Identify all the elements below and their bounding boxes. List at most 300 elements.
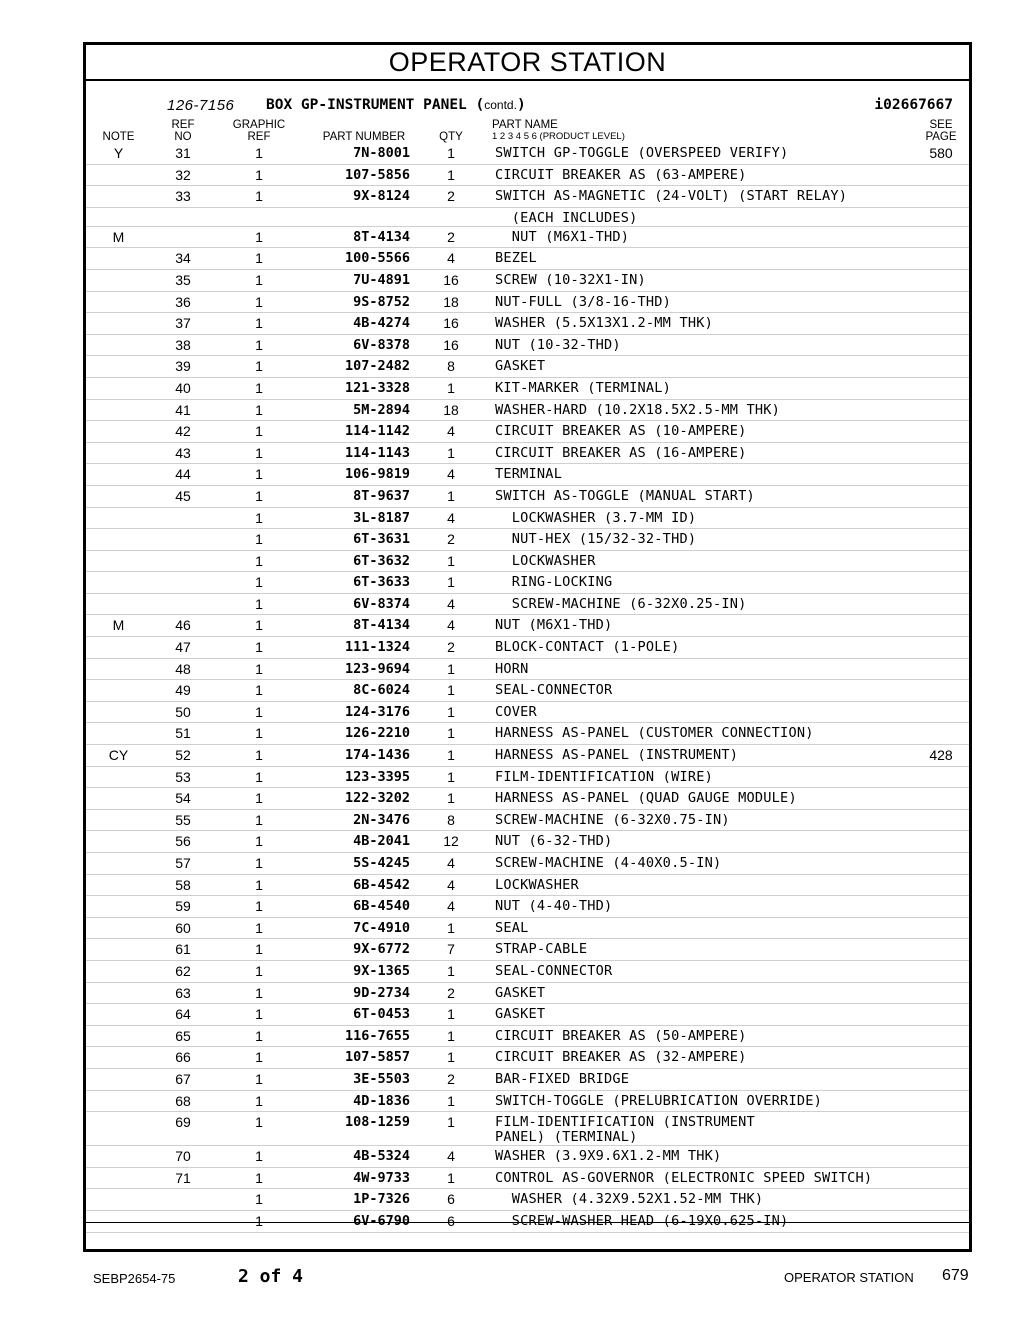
ref-no-cell: 52 — [175, 747, 191, 764]
ref-no-cell: 70 — [175, 1148, 191, 1165]
ref-no-cell: 66 — [175, 1049, 191, 1066]
part-number-cell: 6B-4542 — [353, 876, 410, 893]
qty-cell: 1 — [447, 1049, 455, 1066]
part-name-cell: NUT-FULL (3/8-16-THD) — [495, 293, 672, 310]
part-number-cell: 4B-4274 — [353, 315, 410, 332]
header-graphic-top: GRAPHIC — [232, 119, 286, 131]
part-name-cell: CIRCUIT BREAKER AS (16-AMPERE) — [495, 444, 747, 461]
part-number-cell: 4B-2041 — [353, 833, 410, 850]
ref-no-cell: 55 — [175, 811, 191, 828]
qty-cell: 4 — [447, 250, 455, 267]
qty-cell: 1 — [447, 962, 455, 979]
qty-cell: 4 — [447, 617, 455, 634]
qty-cell: 4 — [447, 876, 455, 893]
qty-cell: 1 — [447, 487, 455, 504]
qty-cell: 1 — [447, 1169, 455, 1186]
qty-cell: 12 — [443, 833, 459, 850]
table-row — [86, 313, 969, 335]
part-number-cell: 111-1324 — [344, 639, 410, 656]
part-number-cell: 3E-5503 — [353, 1070, 410, 1087]
ref-no-cell: 61 — [175, 941, 191, 958]
illustration-id: i02667667 — [874, 97, 953, 113]
table-row — [86, 961, 969, 983]
qty-cell: 1 — [447, 725, 455, 742]
qty-cell: 1 — [447, 444, 455, 461]
part-name-cell: CIRCUIT BREAKER AS (32-AMPERE) — [495, 1049, 747, 1066]
header-see-bottom: PAGE — [925, 131, 957, 143]
qty-cell: 6 — [447, 1212, 455, 1229]
table-row — [86, 788, 969, 810]
qty-cell: 1 — [447, 1006, 455, 1023]
graphic-ref-cell: 1 — [255, 898, 263, 915]
qty-cell: 4 — [447, 595, 455, 612]
graphic-ref-cell: 1 — [255, 682, 263, 699]
part-number-cell: 6T-3632 — [353, 552, 410, 569]
qty-cell: 1 — [447, 1092, 455, 1109]
ref-no-cell: 37 — [175, 315, 191, 332]
table-row — [86, 1146, 969, 1168]
qty-cell: 16 — [443, 271, 459, 288]
part-number-cell: 5S-4245 — [353, 855, 410, 871]
part-name-cell: SWITCH-TOGGLE (PRELUBRICATION OVERRIDE) — [495, 1092, 822, 1109]
part-name-cell: HARNESS AS-PANEL (INSTRUMENT) — [495, 747, 739, 764]
qty-cell: 1 — [447, 919, 455, 936]
ref-no-cell: 62 — [175, 962, 191, 979]
qty-cell: 1 — [447, 379, 455, 396]
part-number-cell: 9X-8124 — [353, 188, 410, 205]
part-name-cell: NUT (4-40-THD) — [495, 898, 613, 915]
part-name-cell: WASHER (5.5X13X1.2-MM THK) — [495, 315, 713, 332]
ref-no-cell: 49 — [175, 682, 191, 699]
ref-no-cell: 44 — [175, 466, 191, 483]
part-name-cell: SCREW-MACHINE (4-40X0.5-IN) — [495, 855, 722, 871]
header-graphic-bottom: REF — [247, 131, 271, 143]
part-number-cell: 4D-1836 — [353, 1092, 410, 1109]
graphic-ref-cell: 1 — [255, 703, 263, 720]
ref-no-cell: 53 — [175, 768, 191, 785]
qty-cell: 1 — [447, 703, 455, 720]
part-number-cell: 123-3395 — [344, 768, 410, 785]
graphic-ref-cell: 1 — [255, 919, 263, 936]
qty-cell: 1 — [447, 574, 455, 591]
part-number-cell: 6V-6790 — [353, 1212, 410, 1229]
part-name-cell: NUT-HEX (15/32-32-THD) — [495, 531, 697, 548]
header-ref-bottom: NO — [174, 131, 192, 143]
qty-cell: 16 — [443, 315, 459, 332]
part-name-cell: SEAL — [495, 919, 529, 936]
table-row — [86, 939, 969, 961]
part-name-cell: SWITCH GP-TOGGLE (OVERSPEED VERIFY) — [495, 145, 789, 161]
part-name-cell: SCREW-WASHER HEAD (6-19X0.625-IN) — [495, 1212, 789, 1229]
header-note: NOTE — [102, 131, 135, 143]
part-number-cell: 3L-8187 — [353, 509, 410, 526]
table-row — [86, 918, 969, 940]
ref-no-cell: 60 — [175, 919, 191, 936]
part-number-cell: 100-5566 — [344, 250, 410, 267]
graphic-ref-cell: 1 — [255, 1027, 263, 1044]
part-number-cell: 124-3176 — [344, 703, 410, 720]
qty-cell: 4 — [447, 423, 455, 440]
assembly-name: BOX GP-INSTRUMENT PANEL (contd.) — [266, 97, 526, 113]
part-number-cell: 6T-3633 — [353, 574, 410, 591]
graphic-ref-cell: 1 — [255, 379, 263, 396]
part-number-cell: 174-1436 — [344, 747, 410, 764]
part-number-cell: 114-1142 — [344, 423, 410, 440]
part-name-cell: SWITCH AS-MAGNETIC (24-VOLT) (START RELAY) — [495, 188, 848, 205]
part-name-cell: COVER — [495, 703, 537, 720]
table-row — [86, 1026, 969, 1048]
table-row — [86, 896, 969, 918]
graphic-ref-cell: 1 — [255, 531, 263, 548]
table-row — [86, 486, 969, 508]
table-row — [86, 443, 969, 465]
part-name-cell: HARNESS AS-PANEL (QUAD GAUGE MODULE) — [495, 790, 797, 807]
part-number-cell: 7C-4910 — [353, 919, 410, 936]
qty-cell: 1 — [447, 552, 455, 569]
part-name-cell: FILM-IDENTIFICATION (INSTRUMENT PANEL) (TERMINAL) — [495, 1114, 755, 1146]
table-row — [86, 853, 969, 875]
parts-list-frame — [83, 42, 972, 1252]
table-row — [86, 143, 969, 165]
graphic-ref-cell: 1 — [255, 639, 263, 656]
table-row — [86, 680, 969, 702]
table-row — [86, 1091, 969, 1113]
qty-cell: 1 — [447, 747, 455, 764]
qty-cell: 18 — [443, 293, 459, 310]
ref-no-cell: 68 — [175, 1092, 191, 1109]
part-name-cell: FILM-IDENTIFICATION (WIRE) — [495, 768, 713, 785]
table-row — [86, 400, 969, 422]
table-row — [86, 270, 969, 292]
part-name-cell: TERMINAL — [495, 466, 563, 483]
ref-no-cell: 48 — [175, 660, 191, 677]
part-name-cell: (EACH INCLUDES) — [495, 209, 638, 226]
assembly-number: 126-7156 — [167, 97, 235, 114]
graphic-ref-cell: 1 — [255, 984, 263, 1001]
ref-no-cell: 51 — [175, 725, 191, 742]
table-row — [86, 529, 969, 551]
part-name-cell: WASHER (4.32X9.52X1.52-MM THK) — [495, 1191, 764, 1208]
qty-cell: 6 — [447, 1191, 455, 1208]
ref-no-cell: 71 — [175, 1169, 191, 1186]
part-name-cell: NUT (M6X1-THD) — [495, 617, 613, 634]
ref-no-cell: 50 — [175, 703, 191, 720]
graphic-ref-cell: 1 — [255, 855, 263, 871]
graphic-ref-cell: 1 — [255, 315, 263, 332]
qty-cell: 16 — [443, 336, 459, 353]
table-row — [86, 637, 969, 659]
qty-cell: 1 — [447, 682, 455, 699]
part-name-cell: SEAL-CONNECTOR — [495, 962, 613, 979]
assembly-contd: contd. — [484, 98, 517, 112]
qty-cell: 2 — [447, 228, 455, 245]
ref-no-cell: 54 — [175, 790, 191, 807]
page-title: OPERATOR STATION — [86, 45, 969, 81]
graphic-ref-cell: 1 — [255, 1092, 263, 1109]
table-row — [86, 464, 969, 486]
part-number-cell: 7U-4891 — [353, 271, 410, 288]
qty-cell: 4 — [447, 855, 455, 871]
part-name-cell: GASKET — [495, 1006, 546, 1023]
ref-no-cell: 57 — [175, 855, 191, 871]
ref-no-cell: 47 — [175, 639, 191, 656]
part-name-cell: NUT (6-32-THD) — [495, 833, 613, 850]
part-number-cell: 5M-2894 — [353, 401, 410, 418]
part-name-cell: KIT-MARKER (TERMINAL) — [495, 379, 672, 396]
note-cell: M — [112, 228, 125, 245]
ref-no-cell: 42 — [175, 423, 191, 440]
part-name-cell: WASHER-HARD (10.2X18.5X2.5-MM THK) — [495, 401, 781, 418]
graphic-ref-cell: 1 — [255, 595, 263, 612]
graphic-ref-cell: 1 — [255, 1191, 263, 1208]
table-row — [86, 723, 969, 745]
part-name-cell: SWITCH AS-TOGGLE (MANUAL START) — [495, 487, 755, 504]
qty-cell: 2 — [447, 639, 455, 656]
part-name-cell: CONTROL AS-GOVERNOR (ELECTRONIC SPEED SWITCH) — [495, 1169, 873, 1186]
part-name-cell: NUT (M6X1-THD) — [495, 228, 630, 245]
part-name-cell: NUT (10-32-THD) — [495, 336, 621, 353]
part-number-cell: 6B-4540 — [353, 898, 410, 915]
table-row — [86, 1168, 969, 1190]
graphic-ref-cell: 1 — [255, 1070, 263, 1087]
bottom-rule — [86, 1222, 969, 1223]
part-number-cell: 9X-6772 — [353, 941, 410, 958]
graphic-ref-cell: 1 — [255, 166, 263, 183]
ref-no-cell: 67 — [175, 1070, 191, 1087]
ref-no-cell: 41 — [175, 401, 191, 418]
part-number-cell: 123-9694 — [344, 660, 410, 677]
qty-cell: 1 — [447, 1114, 455, 1131]
qty-cell: 1 — [447, 166, 455, 183]
part-number-cell: 9X-1365 — [353, 962, 410, 979]
graphic-ref-cell: 1 — [255, 574, 263, 591]
table-row — [86, 186, 969, 208]
part-number-cell: 4B-5324 — [353, 1148, 410, 1165]
table-row — [86, 165, 969, 187]
part-name-cell: CIRCUIT BREAKER AS (10-AMPERE) — [495, 423, 747, 440]
table-row — [86, 615, 969, 637]
graphic-ref-cell: 1 — [255, 747, 263, 764]
ref-no-cell: 46 — [175, 617, 191, 634]
graphic-ref-cell: 1 — [255, 250, 263, 267]
parts-table — [86, 143, 969, 1233]
table-row — [86, 248, 969, 270]
graphic-ref-cell: 1 — [255, 790, 263, 807]
part-name-cell: LOCKWASHER — [495, 876, 579, 893]
table-row — [86, 1069, 969, 1091]
graphic-ref-cell: 1 — [255, 336, 263, 353]
graphic-ref-cell: 1 — [255, 1006, 263, 1023]
header-qty: QTY — [439, 131, 463, 143]
part-number-cell: 4W-9733 — [353, 1169, 410, 1186]
ref-no-cell: 31 — [175, 145, 191, 161]
part-name-cell: LOCKWASHER — [495, 552, 596, 569]
graphic-ref-cell: 1 — [255, 962, 263, 979]
part-number-cell: 8T-9637 — [353, 487, 410, 504]
note-cell: CY — [108, 747, 129, 764]
ref-no-cell: 40 — [175, 379, 191, 396]
table-row — [86, 208, 969, 227]
table-row — [86, 875, 969, 897]
qty-cell: 18 — [443, 401, 459, 418]
graphic-ref-cell: 1 — [255, 1212, 263, 1229]
part-name-cell: HORN — [495, 660, 529, 677]
part-number-cell: 114-1143 — [344, 444, 410, 461]
part-number-cell: 108-1259 — [344, 1114, 410, 1131]
part-number-cell: 122-3202 — [344, 790, 410, 807]
table-row — [86, 594, 969, 616]
header-ref-top: REF — [171, 119, 195, 131]
graphic-ref-cell: 1 — [255, 1049, 263, 1066]
table-row — [86, 227, 969, 249]
part-name-cell: CIRCUIT BREAKER AS (50-AMPERE) — [495, 1027, 747, 1044]
table-row — [86, 767, 969, 789]
qty-cell: 2 — [447, 984, 455, 1001]
graphic-ref-cell: 1 — [255, 768, 263, 785]
part-number-cell: 107-5857 — [344, 1049, 410, 1066]
table-row — [86, 508, 969, 530]
ref-no-cell: 56 — [175, 833, 191, 850]
graphic-ref-cell: 1 — [255, 271, 263, 288]
graphic-ref-cell: 1 — [255, 552, 263, 569]
part-name-cell: SCREW (10-32X1-IN) — [495, 271, 646, 288]
part-name-cell: HARNESS AS-PANEL (CUSTOMER CONNECTION) — [495, 725, 814, 742]
part-number-cell: 116-7655 — [344, 1027, 410, 1044]
part-name-cell: CIRCUIT BREAKER AS (63-AMPERE) — [495, 166, 747, 183]
table-row — [86, 810, 969, 832]
part-number-cell: 7N-8001 — [353, 145, 410, 161]
table-row — [86, 572, 969, 594]
qty-cell: 4 — [447, 1148, 455, 1165]
table-row — [86, 1004, 969, 1026]
ref-no-cell: 39 — [175, 358, 191, 375]
part-number-cell: 126-2210 — [344, 725, 410, 742]
page-of-count: 2 of 4 — [238, 1266, 304, 1287]
part-number-cell: 8C-6024 — [353, 682, 410, 699]
ref-no-cell: 43 — [175, 444, 191, 461]
ref-no-cell: 34 — [175, 250, 191, 267]
part-number-cell: 6V-8378 — [353, 336, 410, 353]
part-name-cell: SCREW-MACHINE (6-32X0.25-IN) — [495, 595, 747, 612]
ref-no-cell: 45 — [175, 487, 191, 504]
ref-no-cell: 36 — [175, 293, 191, 310]
graphic-ref-cell: 1 — [255, 811, 263, 828]
part-name-cell: BEZEL — [495, 250, 537, 267]
ref-no-cell: 65 — [175, 1027, 191, 1044]
ref-no-cell: 69 — [175, 1114, 191, 1131]
see-page-cell: 580 — [929, 145, 953, 161]
part-number-cell: 106-9819 — [344, 466, 410, 483]
part-name-cell: GASKET — [495, 984, 546, 1001]
graphic-ref-cell: 1 — [255, 358, 263, 375]
part-number-cell: 107-2482 — [344, 358, 410, 375]
ref-no-cell: 38 — [175, 336, 191, 353]
qty-cell: 8 — [447, 811, 455, 828]
qty-cell: 2 — [447, 188, 455, 205]
graphic-ref-cell: 1 — [255, 444, 263, 461]
part-number-cell: 6T-0453 — [353, 1006, 410, 1023]
graphic-ref-cell: 1 — [255, 145, 263, 161]
qty-cell: 1 — [447, 790, 455, 807]
assembly-header — [86, 97, 969, 117]
qty-cell: 1 — [447, 660, 455, 677]
table-row — [86, 745, 969, 767]
qty-cell: 4 — [447, 466, 455, 483]
part-number-cell: 8T-4134 — [353, 228, 410, 245]
graphic-ref-cell: 1 — [255, 466, 263, 483]
table-row — [86, 1112, 969, 1146]
graphic-ref-cell: 1 — [255, 1148, 263, 1165]
table-row — [86, 702, 969, 724]
graphic-ref-cell: 1 — [255, 293, 263, 310]
table-row — [86, 831, 969, 853]
qty-cell: 2 — [447, 1070, 455, 1087]
part-number-cell: 8T-4134 — [353, 617, 410, 634]
qty-cell: 7 — [447, 941, 455, 958]
part-number-cell: 107-5856 — [344, 166, 410, 183]
part-number-cell: 6T-3631 — [353, 531, 410, 548]
qty-cell: 4 — [447, 898, 455, 915]
graphic-ref-cell: 1 — [255, 617, 263, 634]
header-see-top: SEE — [929, 119, 953, 131]
footer-section: OPERATOR STATION — [784, 1270, 914, 1285]
graphic-ref-cell: 1 — [255, 1169, 263, 1186]
note-cell: Y — [113, 145, 124, 161]
graphic-ref-cell: 1 — [255, 660, 263, 677]
table-row — [86, 292, 969, 314]
page-number: 679 — [942, 1267, 969, 1284]
part-number-cell: 9D-2734 — [353, 984, 410, 1001]
part-name-cell: BAR-FIXED BRIDGE — [495, 1070, 630, 1087]
document-number: SEBP2654-75 — [93, 1271, 176, 1286]
graphic-ref-cell: 1 — [255, 401, 263, 418]
part-number-cell: 9S-8752 — [353, 293, 410, 310]
qty-cell: 4 — [447, 509, 455, 526]
table-row — [86, 335, 969, 357]
part-name-cell: WASHER (3.9X9.6X1.2-MM THK) — [495, 1148, 722, 1165]
ref-no-cell: 64 — [175, 1006, 191, 1023]
part-number-cell: 1P-7326 — [353, 1191, 410, 1208]
ref-no-cell: 59 — [175, 898, 191, 915]
graphic-ref-cell: 1 — [255, 423, 263, 440]
table-row — [86, 356, 969, 378]
header-part-number: PART NUMBER — [322, 131, 406, 143]
table-row — [86, 1047, 969, 1069]
table-row — [86, 1189, 969, 1211]
ref-no-cell: 32 — [175, 166, 191, 183]
table-row — [86, 983, 969, 1005]
ref-no-cell: 63 — [175, 984, 191, 1001]
part-name-cell: STRAP-CABLE — [495, 941, 588, 958]
note-cell: M — [112, 617, 125, 634]
graphic-ref-cell: 1 — [255, 876, 263, 893]
qty-cell: 1 — [447, 1027, 455, 1044]
part-name-cell: GASKET — [495, 358, 546, 375]
graphic-ref-cell: 1 — [255, 228, 263, 245]
graphic-ref-cell: 1 — [255, 725, 263, 742]
graphic-ref-cell: 1 — [255, 941, 263, 958]
table-row — [86, 421, 969, 443]
graphic-ref-cell: 1 — [255, 1114, 263, 1131]
part-name-cell: BLOCK-CONTACT (1-POLE) — [495, 639, 680, 656]
part-number-cell: 6V-8374 — [353, 595, 410, 612]
ref-no-cell: 35 — [175, 271, 191, 288]
header-part-name: PART NAME — [492, 119, 558, 131]
qty-cell: 8 — [447, 358, 455, 375]
part-name-cell: RING-LOCKING — [495, 574, 613, 591]
graphic-ref-cell: 1 — [255, 487, 263, 504]
qty-cell: 1 — [447, 768, 455, 785]
